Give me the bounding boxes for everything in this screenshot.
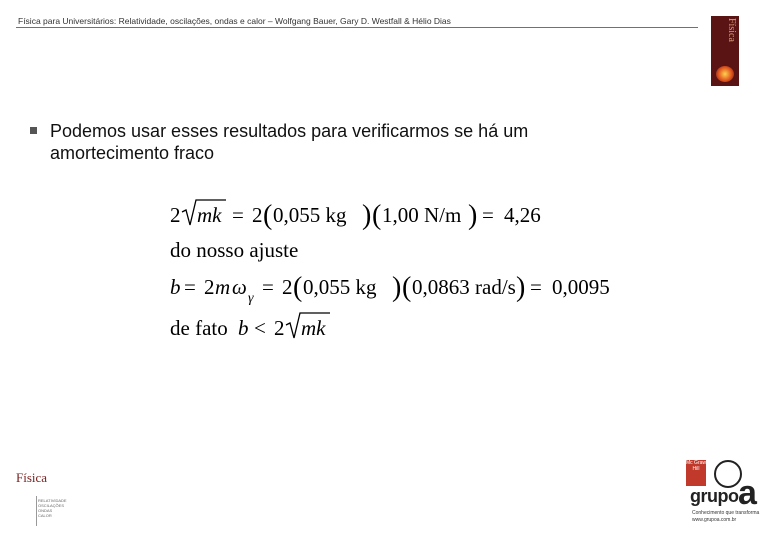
eq1-sqrt-arg: mk [197,203,222,227]
mcgraw-hill-logo-icon: Mc Graw Hill [686,460,706,486]
eq1-paren-close2: ) [468,200,478,231]
equations-svg [170,192,630,352]
publisher-logo-bottom-right [686,460,766,530]
eq3-paren-open2: ( [402,272,412,303]
equation-block [170,192,630,352]
book-logo-sub4: CALOR [38,513,52,518]
book-logo-divider [36,496,37,526]
eq3-paren-open1: ( [293,272,303,303]
eq4-lt: < [254,316,266,340]
eq1-coef: 2 [170,203,181,227]
eq3-omega: ω [232,275,247,299]
eq4-lhs: b [238,316,249,340]
header-rule [16,27,698,28]
book-logo-sub1: RELATIVIDADE [38,498,67,503]
bullet-square-icon [30,127,37,134]
eq4-sqrt-arg: mk [301,316,326,340]
book-logo-bottom-left [16,470,86,530]
eq3-paren-close2: ) [516,272,526,303]
eq3-term1: 0,055 kg [303,275,377,299]
publisher-tagline [692,510,759,524]
bullet-text: Podemos usar esses resultados para verificarmos se há um amortecimento fraco [50,121,529,163]
eq1-coef2: 2 [252,203,263,227]
eq2-text: do nosso ajuste [170,238,299,262]
book-logo-sub3: ONDAS [38,508,53,513]
cover-flare-icon [716,66,734,82]
eq3-m: m [215,275,231,299]
eq3-two: 2 [204,275,215,299]
tagline-line2: www.grupoa.com.br [692,517,737,523]
eq1-term1: 0,055 kg [273,203,347,227]
eq1-paren-close1: ) [362,200,372,231]
eq3-result: 0,0095 [552,275,610,299]
grupo-wordmark: grupo [690,486,739,506]
eq3-lhs: b [170,275,181,299]
tagline-line1: Conhecimento que transforma [692,510,760,516]
eq3-equals: = [184,275,196,299]
book-cover-thumbnail [711,16,739,86]
bullet-item [30,120,630,164]
eq1-equals: = [232,203,244,227]
eq1-equals2: = [482,203,494,227]
eq3-coef: 2 [282,275,293,299]
eq3-term2: 0,0863 rad/s [412,275,516,299]
header-title: Física para Universitários: Relatividade, oscilações, ondas e calor – Wolfgang Bauer, Gary D. Westfall & Hélio Dias [18,16,451,26]
eq3-subscript: γ [248,291,254,306]
book-logo-sub2: OSCILAÇÕES [38,503,65,508]
eq1-result: 4,26 [504,203,541,227]
book-logo-subtitles [38,498,67,518]
book-logo-title: Física [16,470,48,485]
eq3-paren-close1: ) [392,272,402,303]
eq1-paren-open2: ( [372,200,382,231]
grupo-a-letter: a [738,474,757,512]
eq4-prefix: de fato [170,316,228,340]
eq3-equals2: = [262,275,274,299]
eq3-equals3: = [530,275,542,299]
eq4-coef: 2 [274,316,285,340]
cover-spine-title: Física [726,18,737,42]
eq1-paren-open1: ( [263,200,273,231]
eq1-term2: 1,00 N/m [382,203,462,227]
